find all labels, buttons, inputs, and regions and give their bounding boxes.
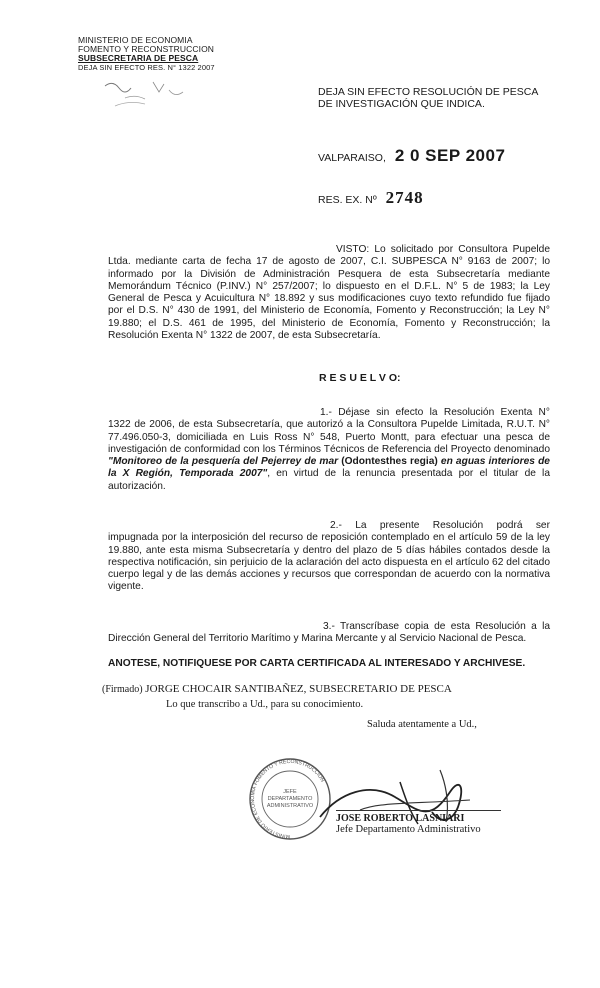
saluda-line: Saluda atentamente a Ud.,: [367, 719, 477, 730]
res-ex-label: RES. EX. Nº: [318, 194, 377, 206]
anotese-line: ANOTESE, NOTIFIQUESE POR CARTA CERTIFICADA AL INTERESADO Y ARCHIVESE.: [108, 658, 526, 669]
res-ex-number: 2748: [385, 188, 424, 207]
subject-line-1: DEJA SIN EFECTO RESOLUCIÓN DE PESCA: [318, 86, 539, 98]
resolution-number-block: [318, 188, 424, 208]
visto-text: Lo solicitado por Consultora Pupelde Ltda. mediante carta de fecha 17 de agosto de 2007, C.I. SUBPESCA N° 9163 de 2007; lo informado por la División de Administración Pesquera de esta Subsecretaría mediante Memorándum Técnico (P.INV.) N° 257/2007; lo dispuesto en el D.F.L. N° 5 de 1983; la Ley General de Pesca y Acuicultura N° 18.892 y sus modificaciones cuyo texto refundido fue fijado por el D.S. N° 430 de 1991, del Ministerio de Economía, Fomento y Reconstrucción; la Ley N° 19.880; el D.S. 461 de 1995, del Ministerio de Economía, Fomento y Reconstrucción; la Resolución Exenta N° 1322 de 2007, de esta Subsecretaría.: [108, 244, 550, 342]
stamp-ring-text: MINISTERIO DE ECONOMIA FOMENTO Y RECONSTRUCCION: [250, 758, 326, 840]
item-1-lead: 1.- Déjase sin efecto la Resolución Exenta N°: [320, 407, 550, 418]
item-1-text-b: , en virtud de la renuncia presentada por el titular de la autorización.: [108, 468, 550, 492]
item-1-text-a: 1322 de 2006, de esta Subsecretaría, que autorizó a la Consultora Pupelde Limitada, R.U.T. N° 77.496.050-3, domiciliada en Luis Ross N° 548, Puerto Montt, para efectuar una pesca de investigación de conformidad con los Términos Técnicos de Referencia del Proyecto denominado: [108, 419, 550, 455]
item-2-lead: 2.- La presente Resolución podrá ser: [330, 520, 550, 531]
ministry-header: [78, 36, 218, 72]
signature-line: [336, 810, 501, 811]
place-label: VALPARAISO,: [318, 152, 386, 164]
header-line-deja: DEJA SIN EFECTO RES. N° 1322 2007: [78, 63, 215, 72]
header-line-subsecretaria: SUBSECRETARIA DE PESCA: [78, 53, 199, 63]
header-line-fomento: FOMENTO Y RECONSTRUCCION: [78, 44, 215, 54]
firmado-line: [102, 683, 452, 695]
stamp-center-3: ADMINISTRATIVO: [266, 803, 314, 809]
item-3-paragraph: [108, 621, 550, 646]
place-date: [318, 146, 505, 166]
item-2-text: impugnada por la interposición del recurso de reposición contemplado en el artículo 59 de la ley 19.880, ante esta misma Subsecretaría y dentro del plazo de 5 días hábiles contados desde la respectiva notificación, sin perjuicio de la aclaración del acto dispuesta en el artículo 62 del citado cuerpo legal y de las demás acciones y recursos que correspondan de acuerdo con la normativa vigente.: [108, 532, 550, 593]
item-1-paragraph: [108, 407, 550, 493]
firmado-name: JORGE CHOCAIR SANTIBAÑEZ, SUBSECRETARIO DE PESCA: [145, 683, 452, 695]
signature-block: [336, 810, 516, 835]
date-stamp: 2 0 SEP 2007: [394, 146, 506, 165]
subject-block: [318, 86, 538, 110]
item-3-lead: 3.- Transcríbase copia de esta Resolución a la: [323, 621, 550, 632]
signer-title: Jefe Departamento Administrativo: [336, 824, 481, 835]
header-scribble-marks: [95, 76, 205, 112]
item-1-title: "Monitoreo de la pesquería del Pejerrey de mar: [108, 456, 339, 468]
subject-line-2: DE INVESTIGACIÓN QUE INDICA.: [318, 98, 485, 110]
item-3-text: Dirección General del Territorio Marítimo y Marina Mercante y al Servicio Nacional de Pesca.: [108, 633, 527, 645]
transcribo-line: Lo que transcribo a Ud., para su conocimiento.: [166, 699, 364, 710]
visto-paragraph: [108, 244, 550, 342]
firmado-prefix: (Firmado): [102, 684, 143, 695]
resuelvo-heading: R E S U E L V O:: [319, 372, 401, 384]
item-2-paragraph: [108, 520, 550, 594]
visto-lead: VISTO:: [336, 244, 370, 255]
item-1-species: (Odontesthes regia): [341, 456, 438, 468]
signer-name: JOSE ROBERTO LASNIARI: [336, 813, 465, 824]
header-line-ministry: MINISTERIO DE ECONOMIA: [78, 35, 193, 45]
stamp-center-2: DEPARTAMENTO: [267, 796, 313, 802]
item-1-title-2: en aguas interiores de la X Región, Temporada 2007": [108, 456, 550, 480]
stamp-center-1: JEFE: [283, 789, 297, 795]
